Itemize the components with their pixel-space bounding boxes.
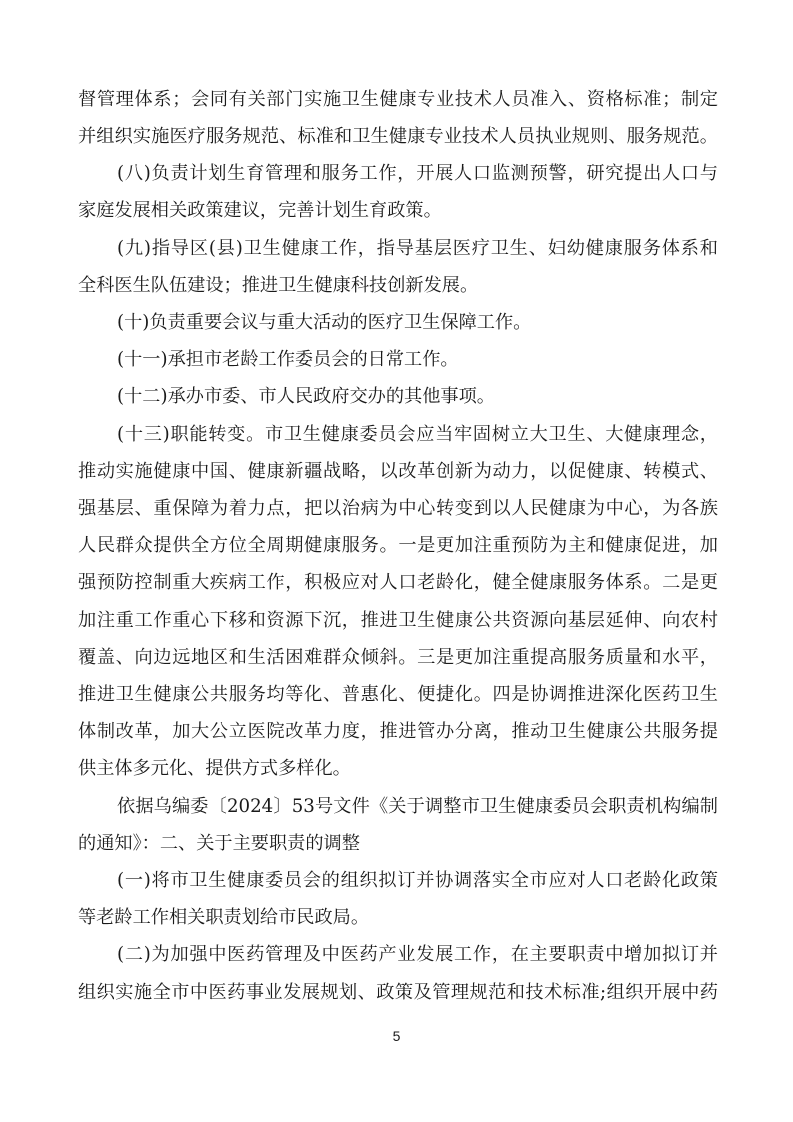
text-line: 推进卫生健康公共服务均等化、普惠化、便捷化。四是协调推进深化医药卫生: [78, 684, 718, 705]
text-line: 覆盖、向边远地区和生活困难群众倾斜。三是更加注重提高服务质量和水平，: [78, 647, 718, 668]
paragraph-12: (十二)承办市委、市人民政府交办的其他事项。: [117, 386, 495, 407]
text-line: 加注重工作重心下移和资源下沉，推进卫生健康公共资源向基层延伸、向农村: [78, 610, 718, 631]
text-line: 供主体多元化、提供方式多样化。: [78, 758, 351, 779]
text-line: 并组织实施医疗服务规范、标准和卫生健康专业技术人员执业规则、服务规范。: [78, 126, 718, 147]
text-line: 组织实施全市中医药事业发展规划、政策及管理规范和技术标准;组织开展中药: [78, 982, 718, 1003]
reference-paragraph-line-1: 依据乌编委〔2024〕53号文件《关于调整市卫生健康委员会职责机构编制: [117, 796, 718, 817]
text-line: 全科医生队伍建设；推进卫生健康科技创新发展。: [78, 275, 479, 296]
paragraph-13-line-1: (十三)职能转变。市卫生健康委员会应当牢固树立大卫生、大健康理念，: [117, 424, 718, 445]
adjustment-2-line-1: (二)为加强中医药管理及中医药产业发展工作，在主要职责中增加拟订并: [117, 944, 718, 965]
text-line: 强预防控制重大疾病工作，积极应对人口老龄化，健全健康服务体系。二是更: [78, 572, 718, 593]
adjustment-1-line-1: (一)将市卫生健康委员会的组织拟订并协调落实全市应对人口老龄化政策: [117, 870, 718, 891]
text-line: 的通知》：二、关于主要职责的调整: [78, 833, 360, 854]
paragraph-8-line-1: (八)负责计划生育管理和服务工作，开展人口监测预警，研究提出人口与: [117, 163, 718, 184]
text-line: 家庭发展相关政策建议，完善计划生育政策。: [78, 200, 442, 221]
text-line: 人民群众提供全方位全周期健康服务。一是更加注重预防为主和健康促进，加: [78, 535, 718, 556]
paragraph-10: (十)负责重要会议与重大活动的医疗卫生保障工作。: [117, 312, 532, 333]
text-line: 等老龄工作相关职责划给市民政局。: [78, 907, 370, 928]
page-number: 5: [392, 1028, 401, 1044]
paragraph-9-line-1: (九)指导区(县)卫生健康工作，指导基层医疗卫生、妇幼健康服务体系和: [117, 238, 718, 259]
text-line: 督管理体系；会同有关部门实施卫生健康专业技术人员准入、资格标准；制定: [78, 89, 718, 110]
text-line: 强基层、重保障为着力点，把以治病为中心转变到以人民健康为中心，为各族: [78, 498, 718, 519]
text-line: 体制改革，加大公立医院改革力度，推进管办分离，推动卫生健康公共服务提: [78, 721, 718, 742]
paragraph-11: (十一)承担市老龄工作委员会的日常工作。: [117, 349, 459, 370]
text-line: 推动实施健康中国、健康新疆战略，以改革创新为动力，以促健康、转模式、: [78, 461, 718, 482]
